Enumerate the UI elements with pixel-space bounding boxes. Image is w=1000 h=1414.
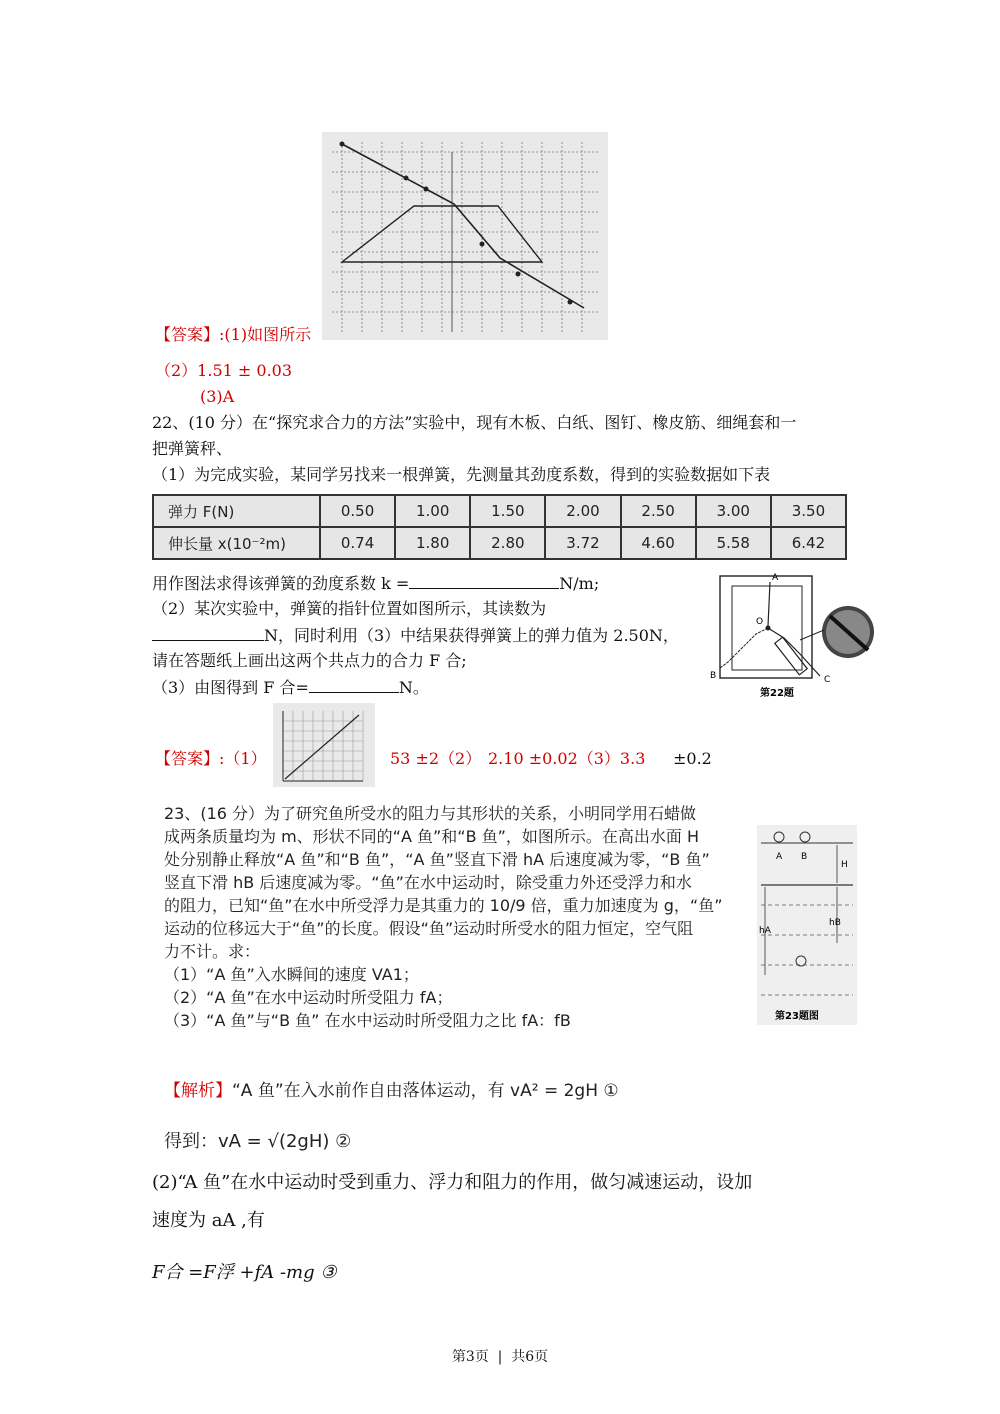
q22-line6-post: N，同时利用（3）中结果获得弹簧上的弹力值为 2.50N， — [264, 626, 679, 645]
solution-line5: F合 =F浮 +fA -mg ③ — [152, 1262, 337, 1283]
table-cell: 3.00 — [696, 495, 771, 527]
answer22-fit-line — [285, 715, 359, 779]
q22-fig-label-b: B — [710, 671, 717, 681]
table-cell: 2.80 — [470, 527, 545, 559]
q22-line3: （1）为完成实验，某同学另找来一根弹簧，先测量其劲度系数，得到的实验数据如下表 — [152, 465, 771, 484]
q23-fig-label-ha: hA — [759, 926, 771, 936]
q22-line8-pre: （3）由图得到 F 合= — [152, 678, 309, 697]
table-cell: 0.50 — [320, 495, 395, 527]
spring-data-table — [152, 494, 847, 560]
q23-line: 成两条质量均为 m、形状不同的“A 鱼”和“B 鱼”，如图所示。在高出水面 H — [164, 827, 700, 846]
answer21-part3: (3)A — [200, 387, 235, 406]
answer21-fit-line — [342, 144, 584, 308]
q23-sub1: （1）“A 鱼”入水瞬间的速度 VA1； — [164, 965, 419, 984]
table-cell: 0.74 — [320, 527, 395, 559]
q22-fig-caption: 第22题 — [760, 688, 794, 699]
q22-line2: 把弹簧秤、 — [152, 439, 233, 458]
q23-fig-label-h: H — [841, 860, 848, 870]
answer21-graph-svg — [322, 132, 608, 340]
q22-reading-blank[interactable] — [152, 622, 264, 641]
table-row-header: 伸长量 x(10⁻²m) — [153, 527, 320, 559]
table-cell: 2.00 — [545, 495, 620, 527]
solution-line1-wrap — [164, 1078, 619, 1104]
solution-label: 【解析】 — [164, 1081, 232, 1101]
q22-apparatus-figure — [700, 572, 878, 704]
q23-sub3: （3）“A 鱼”与“B 鱼” 在水中运动时所受阻力之比 fA：fB — [164, 1011, 571, 1030]
q22-line7: 请在答题纸上画出这两个共点力的合力 F 合; — [152, 651, 467, 670]
q23-sub2: （2）“A 鱼”在水中运动时所受阻力 fA； — [164, 988, 453, 1007]
answer21-line1 — [155, 322, 311, 348]
answer22-p2: 53 ±2（2） — [390, 749, 482, 768]
answer22-p3: 2.10 ±0.02（3）3.3 — [488, 749, 646, 768]
table-cell: 1.00 — [395, 495, 470, 527]
q23-line: 处分别静止释放“A 鱼”和“B 鱼”，“A 鱼”竖直下滑 hA 后速度减为零，“B 鱼” — [164, 850, 710, 869]
table-row — [153, 527, 846, 559]
solution-line1: “A 鱼”在入水前作自由落体运动，有 vA² = 2gH ① — [232, 1081, 619, 1101]
q22-fig-label-o: O — [756, 617, 764, 627]
table-cell: 5.58 — [696, 527, 771, 559]
q22-line6 — [152, 622, 679, 649]
q23-fig-label-b: B — [801, 852, 808, 862]
answer21-graph-figure — [322, 132, 608, 340]
answer21-part2: （2）1.51 ± 0.03 — [155, 361, 293, 380]
answer22-graph-svg — [273, 703, 375, 787]
table-row-header: 弹力 F(N) — [153, 495, 320, 527]
q23-fish-svg — [757, 825, 857, 1025]
q23-line: 力不计。求： — [164, 942, 261, 961]
solution-line4: 速度为 aA ,有 — [152, 1210, 265, 1231]
q22-fig-label-c: C — [824, 675, 831, 685]
q23-line: 竖直下滑 hB 后速度减为零。“鱼”在水中运动时，除受重力外还受浮力和水 — [164, 873, 692, 892]
q22-k-blank[interactable] — [409, 570, 559, 589]
table-cell: 3.72 — [545, 527, 620, 559]
answer21-label: 【答案】 — [155, 325, 220, 344]
answer22-p1: :（1） — [219, 749, 267, 768]
q23-fish-figure — [757, 825, 857, 1025]
q22-apparatus-svg — [700, 572, 878, 704]
page-footer: 第3页 | 共6页 — [451, 1349, 549, 1365]
q23-line: 23、(16 分）为了研究鱼所受水的阻力与其形状的关系，小明同学用石蜡做 — [164, 804, 697, 823]
q22-resultant-blank[interactable] — [309, 674, 399, 693]
solution-line3: (2)“A 鱼”在水中运动时受到重力、浮力和阻力的作用，做匀减速运动，设加 — [152, 1172, 753, 1193]
q22-line8 — [152, 674, 429, 701]
q22-line4-unit: N/m; — [559, 574, 600, 593]
table-row — [153, 495, 846, 527]
solution-line2: 得到：vA = √(2gH) ② — [164, 1131, 352, 1152]
q22-line4 — [152, 570, 599, 597]
q22-line5: （2）某次实验中，弹簧的指针位置如图所示，其读数为 — [152, 599, 547, 618]
q22-line4-pre: 用作图法求得该弹簧的劲度系数 k = — [152, 574, 410, 593]
table-cell: 1.50 — [470, 495, 545, 527]
q22-line8-post: N。 — [398, 678, 429, 697]
q23-fig-label-a: A — [776, 852, 783, 862]
q22-fig-label-a: A — [772, 573, 779, 583]
answer22-graph-figure — [273, 703, 375, 787]
answer22-label: 【答案】 — [155, 749, 220, 768]
table-cell: 3.50 — [771, 495, 846, 527]
table-cell: 2.50 — [621, 495, 696, 527]
q23-line: 运动的位移远大于“鱼”的长度。假设“鱼”运动时所受水的阻力恒定，空气阻 — [164, 919, 694, 938]
table-cell: 1.80 — [395, 527, 470, 559]
table-cell: 6.42 — [771, 527, 846, 559]
q23-fig-caption: 第23题图 — [775, 1011, 819, 1022]
answer22-p4: ±0.2 — [673, 749, 712, 768]
q23-line: 的阻力，已知“鱼”在水中所受浮力是其重力的 10/9 倍，重力加速度为 g，“鱼” — [164, 896, 723, 915]
q23-block — [164, 802, 723, 1032]
table-cell: 4.60 — [621, 527, 696, 559]
q23-fig-label-hb: hB — [829, 918, 841, 928]
q22-line1: 22、(10 分）在“探究求合力的方法”实验中，现有木板、白纸、图钉、橡皮筋、细绳套和一 — [152, 413, 797, 432]
answer21-part1: :(1)如图所示 — [219, 325, 312, 344]
answer22-label-wrap — [155, 746, 267, 772]
